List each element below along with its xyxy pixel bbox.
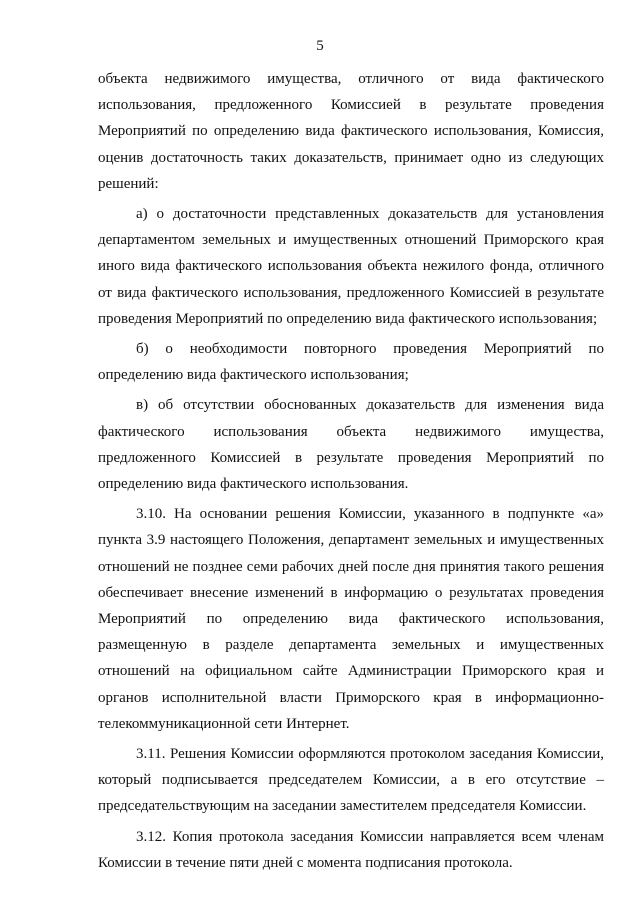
text-line: 3.11. Решения Комиссии оформляются протоколом заседания Комиссии, bbox=[136, 746, 604, 763]
text-line: пункта 3.9 настоящего Положения, департамент земельных и имущественных bbox=[98, 532, 604, 549]
text-line: Комиссии в течение пяти дней с момента подписания протокола. bbox=[98, 854, 513, 871]
text-line: который подписывается председателем Комиссии, а в его отсутствие – bbox=[98, 772, 604, 789]
text-line: предложенного Комиссией в результате проведения Мероприятий по bbox=[98, 449, 604, 466]
paragraph bbox=[98, 201, 604, 332]
text-line: а) о достаточности представленных доказательств для установления bbox=[136, 206, 604, 223]
paragraph bbox=[98, 392, 604, 497]
text-line: департаментом земельных и имущественных отношений Приморского края bbox=[98, 232, 604, 249]
page-number: 5 bbox=[316, 38, 324, 54]
paragraph bbox=[98, 336, 604, 388]
text-line: органов исполнительной власти Приморского края в информационно- bbox=[98, 689, 604, 706]
text-line: Мероприятий по определению вида фактического использования, Комиссия, bbox=[98, 123, 604, 140]
text-line: определению вида фактического использования; bbox=[98, 367, 409, 384]
text-line: телекоммуникационной сети Интернет. bbox=[98, 715, 350, 732]
text-line: фактического использования объекта недвижимого имущества, bbox=[98, 423, 604, 440]
text-line: проведения Мероприятий по определению вида фактического использования; bbox=[98, 310, 598, 327]
text-line: отношений на официальном сайте Администрации Приморского края и bbox=[98, 663, 604, 680]
text-line: от вида фактического использования, предложенного Комиссией в результате bbox=[98, 284, 604, 301]
text-line: Мероприятий по определению вида фактического использования, bbox=[98, 611, 604, 628]
text-line: объекта недвижимого имущества, отличного от вида фактического bbox=[98, 71, 604, 87]
text-line: размещенную в разделе департамента земельных и имущественных bbox=[98, 637, 604, 654]
text-line: решений: bbox=[98, 175, 159, 192]
text-line: 3.10. На основании решения Комиссии, указанного в подпункте «а» bbox=[136, 506, 604, 523]
text-line: оценив достаточность таких доказательств, принимает одно из следующих bbox=[98, 149, 604, 166]
text-line: отношений не позднее семи рабочих дней после дня принятия такого решения bbox=[98, 558, 604, 575]
paragraph bbox=[98, 501, 604, 737]
text-line: иного вида фактического использования объекта нежилого фонда, отличного bbox=[98, 258, 604, 275]
text-line: в) об отсутствии обоснованных доказательств для изменения вида bbox=[136, 397, 604, 414]
text-line: председательствующим на заседании заместителем председателя Комиссии. bbox=[98, 798, 587, 815]
text-line: 3.12. Копия протокола заседания Комиссии направляется всем членам bbox=[136, 828, 604, 845]
text-line: использования, предложенного Комиссией в результате проведения bbox=[98, 97, 604, 114]
paragraph bbox=[98, 66, 604, 197]
text-line: определению вида фактического использования. bbox=[98, 476, 409, 493]
text-line: обеспечивает внесение изменений в информацию о результатах проведения bbox=[98, 584, 604, 601]
text-line: б) о необходимости повторного проведения Мероприятий по bbox=[136, 341, 604, 358]
paragraph bbox=[98, 741, 604, 820]
paragraph bbox=[98, 824, 604, 876]
document-body bbox=[98, 66, 604, 880]
